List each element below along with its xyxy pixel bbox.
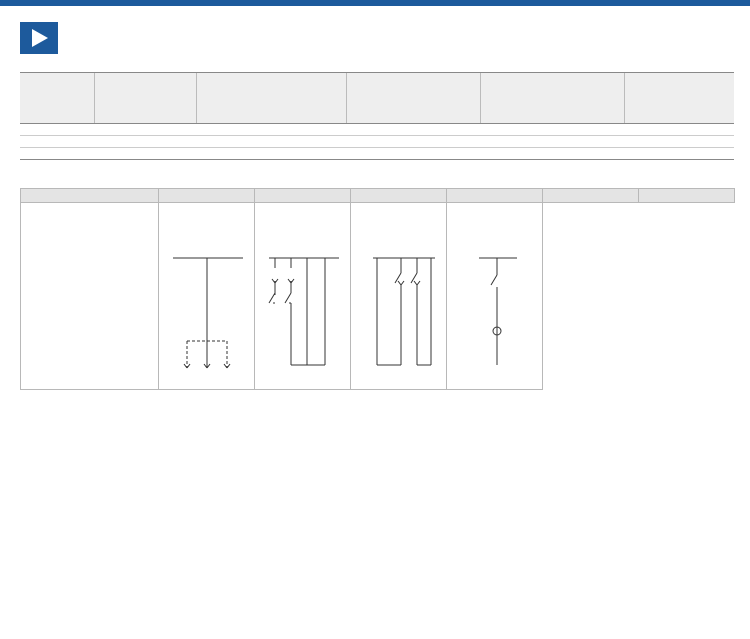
ratings-table <box>20 72 734 160</box>
ratings-cell <box>346 148 480 160</box>
ratings-header-cell <box>624 73 734 124</box>
ratings-header-cell <box>480 73 624 124</box>
ratings-cell <box>196 148 346 160</box>
ratings-row <box>20 148 734 160</box>
scheme-number <box>447 189 543 203</box>
top-accent-bar <box>0 0 750 6</box>
switch-blade <box>285 293 291 303</box>
arrow-head <box>398 281 401 285</box>
ratings-header-cell <box>196 73 346 124</box>
circuit-diagram <box>351 203 447 389</box>
ratings-cell <box>196 136 346 148</box>
ratings-header-cell <box>94 73 196 124</box>
switch-blade <box>491 275 497 285</box>
ratings-cell <box>20 136 94 148</box>
scheme-diagram-4 <box>447 203 543 390</box>
scheme-number <box>639 189 735 203</box>
circuit-diagram <box>159 203 255 389</box>
ratings-cell <box>94 124 196 136</box>
ratings-header-cell <box>346 73 480 124</box>
scheme-number <box>255 189 351 203</box>
ratings-cell <box>196 124 346 136</box>
ratings-cell <box>20 148 94 160</box>
scheme-number-row <box>21 189 735 203</box>
ratings-cell <box>346 124 480 136</box>
scheme-diagram-1 <box>159 203 255 390</box>
ratings-cell <box>94 148 196 160</box>
ratings-cell <box>94 136 196 148</box>
scheme-number <box>159 189 255 203</box>
section-header <box>20 20 70 56</box>
ratings-row <box>20 124 734 136</box>
diagram-label <box>21 203 159 390</box>
ratings-cell <box>624 124 734 136</box>
scheme-number <box>351 189 447 203</box>
diagram-row <box>21 203 735 390</box>
arrow-head <box>401 281 404 285</box>
ratings-cell <box>346 136 480 148</box>
scheme-number <box>543 189 639 203</box>
ratings-cell <box>480 124 624 136</box>
ratings-header-cell <box>20 73 94 124</box>
circuit-diagram <box>255 203 351 389</box>
scheme-diagram-3 <box>351 203 447 390</box>
arrow-head <box>417 281 420 285</box>
ratings-cell <box>480 148 624 160</box>
play-arrow-icon <box>20 22 58 54</box>
ratings-cell <box>20 124 94 136</box>
ratings-cell <box>480 136 624 148</box>
ratings-row <box>20 136 734 148</box>
ratings-cell <box>624 148 734 160</box>
switch-blade <box>269 293 275 303</box>
scheme-diagram-2 <box>255 203 351 390</box>
scheme-table <box>20 188 735 390</box>
ratings-cell <box>624 136 734 148</box>
arrow-head <box>414 281 417 285</box>
scheme-label <box>21 189 159 203</box>
circuit-diagram <box>447 203 543 389</box>
